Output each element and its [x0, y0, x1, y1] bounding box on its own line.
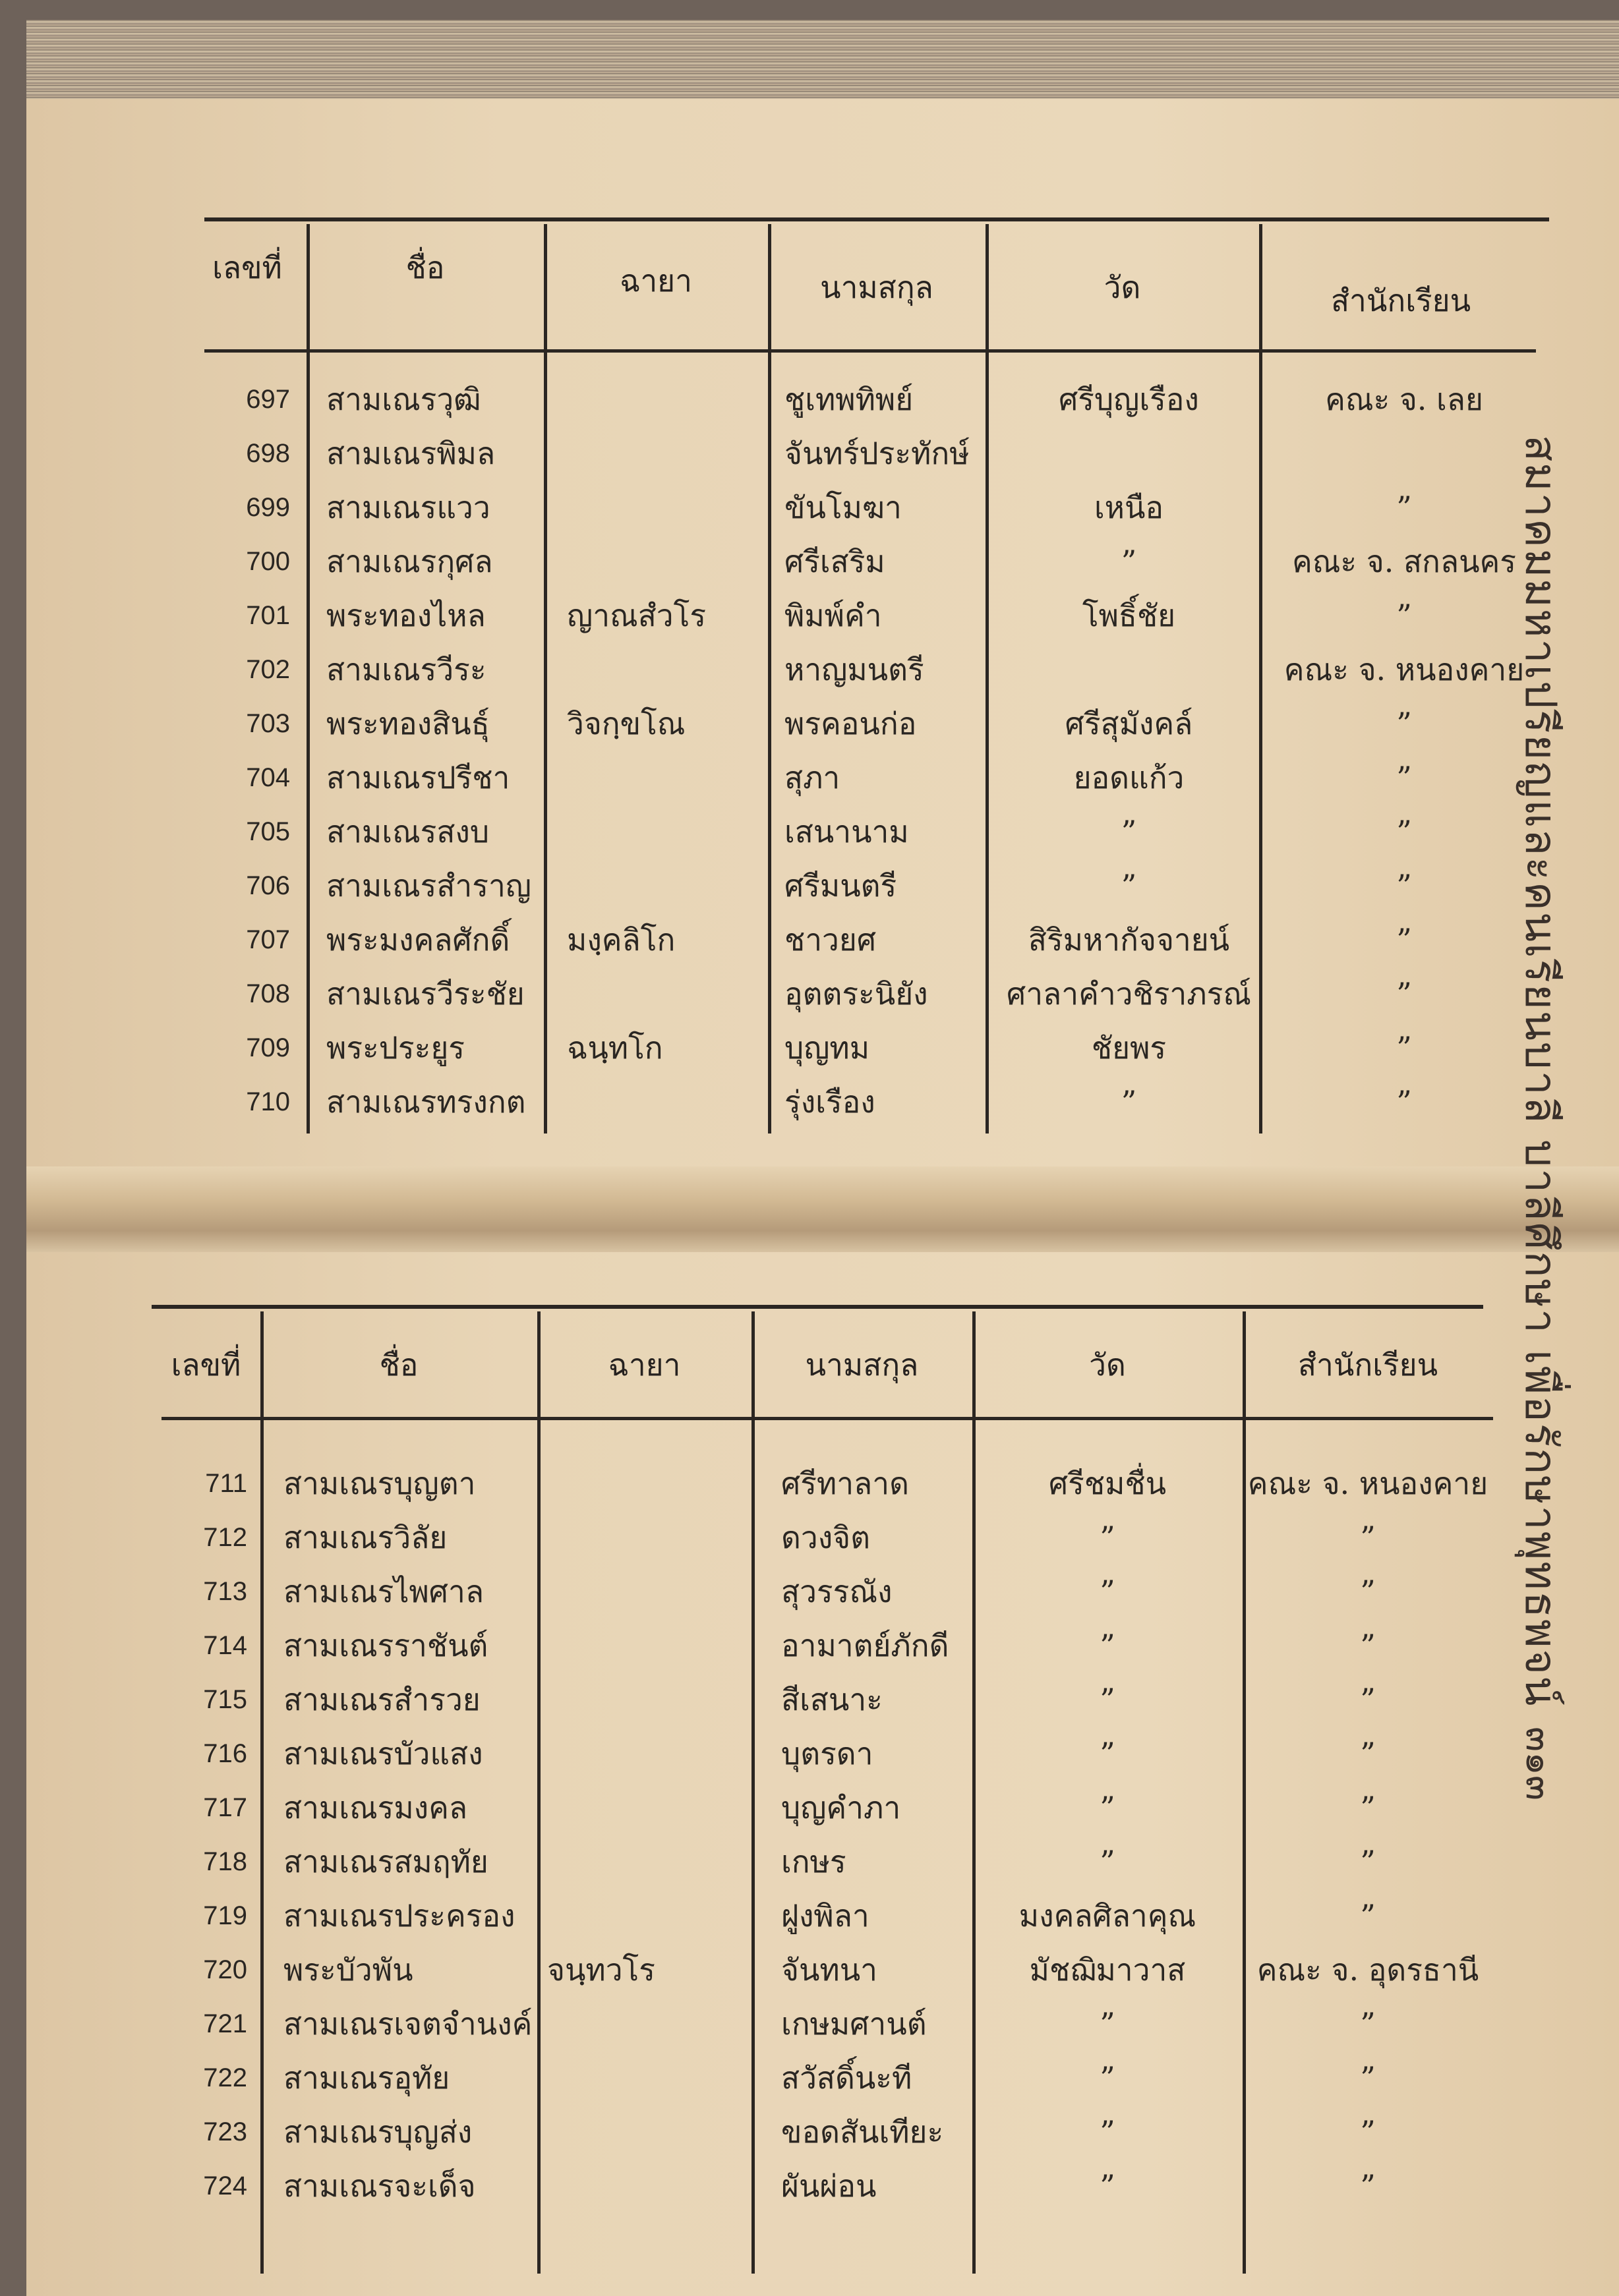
bottom-page [26, 1252, 1619, 2296]
cell-name: สามเณรสำรวย [283, 1682, 481, 1717]
table-row [152, 1835, 1523, 1889]
cell-surname: สีเสนาะ [781, 1682, 883, 1717]
cell-school: ” [1396, 1084, 1412, 1120]
cell-wat: ศาลาคำวชิราภรณ์ [1007, 976, 1251, 1012]
cell-school: ” [1360, 1736, 1376, 1771]
cell-wat: ” [1100, 2114, 1115, 2150]
cell-name: สามเณรวีระชัย [326, 976, 525, 1012]
cell-surname: ศรีมนตรี [784, 868, 897, 904]
cell-no: 701 [246, 601, 290, 630]
cell-school: ” [1360, 1520, 1376, 1555]
cell-chaya: วิจกฺขโณ [567, 706, 686, 741]
cell-no: 704 [246, 763, 290, 792]
cell-name: สามเณรจะเด็จ [283, 2168, 476, 2204]
table-row [152, 1781, 1523, 1835]
cell-school: ” [1396, 814, 1412, 849]
cell-surname: อุตตระนิยัง [784, 976, 928, 1012]
cell-wat: ศรีชมชื่น [1048, 1466, 1167, 1501]
table-top-rule [152, 1305, 1483, 1309]
cell-surname: อามาตย์ภักดี [781, 1628, 949, 1663]
cell-school: คณะ จ. เลย [1325, 382, 1483, 417]
cell-name: สามเณรบุญส่ง [283, 2114, 473, 2150]
table-row [152, 2105, 1523, 2159]
cell-no: 718 [203, 1847, 247, 1876]
header-school: สำนักเรียน [1330, 283, 1471, 318]
cell-no: 697 [246, 385, 290, 414]
table-row [178, 588, 1549, 643]
cell-wat: ” [1100, 1736, 1115, 1771]
cell-wat: ” [1100, 2006, 1115, 2042]
cell-no: 699 [246, 493, 290, 522]
header-chaya: ฉายา [620, 263, 692, 299]
table-row [152, 2159, 1523, 2213]
cell-wat: ” [1100, 1682, 1115, 1717]
cell-wat: ” [1100, 1574, 1115, 1609]
cell-school: คณะ จ. อุดรธานี [1256, 1952, 1479, 1988]
cell-school: ” [1396, 706, 1412, 741]
cell-no: 712 [203, 1523, 247, 1552]
cell-school: ” [1360, 1628, 1376, 1663]
cell-wat: โพธิ์ชัย [1082, 598, 1176, 633]
cell-surname: ดวงจิต [781, 1520, 870, 1555]
table-row [178, 534, 1549, 588]
cell-wat: ” [1100, 2060, 1115, 2096]
header-no: เลขที่ [212, 250, 282, 285]
book-gutter [26, 1166, 1619, 1252]
cell-no: 705 [246, 817, 290, 846]
cell-school: ” [1396, 760, 1412, 795]
cell-chaya: จนฺทวโร [547, 1952, 655, 1988]
table-top-rule [204, 217, 1549, 221]
header-wat: วัด [1104, 270, 1141, 305]
table-row [178, 480, 1549, 534]
side-running-title: สมาคมมหาเปรียญและคนเรียนบาลี บาลีศึกษา เพื่อรักษาพุทธพจน์ [1516, 435, 1566, 1708]
cell-surname: เกษร [781, 1844, 846, 1880]
table-row [152, 1564, 1523, 1619]
cell-school: ” [1396, 490, 1412, 525]
cell-name: สามเณรมงคล [283, 1790, 468, 1825]
header-bottom-rule [204, 349, 1536, 353]
header-wat: วัด [1089, 1347, 1126, 1383]
cell-no: 709 [246, 1033, 290, 1062]
cell-name: สามเณรประครอง [283, 1898, 515, 1934]
cell-school: ” [1396, 598, 1412, 633]
cell-surname: ขันโมฆา [784, 490, 902, 525]
cell-no: 721 [203, 2009, 247, 2038]
cell-surname: หาญมนตรี [784, 652, 924, 687]
cell-wat: มงคลศิลาคุณ [1018, 1898, 1196, 1934]
cell-no: 716 [203, 1739, 247, 1768]
table-row [152, 1456, 1523, 1510]
cell-surname: เสนานาม [784, 814, 909, 849]
cell-school: ” [1360, 2168, 1376, 2204]
cell-school: ” [1360, 1898, 1376, 1934]
cell-no: 698 [246, 439, 290, 468]
cell-chaya: ญาณสํวโร [567, 598, 707, 633]
cell-no: 714 [203, 1631, 247, 1660]
cell-no: 703 [246, 709, 290, 738]
top-page [26, 99, 1619, 1166]
cell-school: คณะ จ. สกลนคร [1291, 544, 1516, 579]
cell-name: สามเณรไพศาล [283, 1574, 485, 1609]
table-row [152, 1727, 1523, 1781]
cell-school: ” [1360, 1844, 1376, 1880]
cell-school: ” [1396, 976, 1412, 1012]
cell-surname: ผันผ่อน [781, 2168, 877, 2204]
cell-surname: พิมพ์คำ [784, 598, 882, 633]
cell-name: สามเณรสำราญ [326, 868, 531, 904]
cell-school: ” [1360, 1574, 1376, 1609]
page-number: ๓๑๓ [1517, 1727, 1560, 1801]
header-school: สำนักเรียน [1297, 1347, 1438, 1383]
cell-wat: ” [1100, 1790, 1115, 1825]
table-row [178, 859, 1549, 913]
table-row [178, 643, 1549, 697]
cell-name: พระทองไหล [326, 598, 486, 633]
cell-no: 719 [203, 1901, 247, 1930]
roster-table-top [178, 217, 1549, 1160]
cell-surname: สุภา [784, 760, 840, 795]
cell-wat: ” [1100, 1520, 1115, 1555]
header-name: ชื่อ [379, 1347, 419, 1383]
table-row [152, 1889, 1523, 1943]
cell-chaya: มงฺคลิโก [567, 922, 676, 958]
header-name: ชื่อ [405, 250, 445, 285]
table-row [152, 1673, 1523, 1727]
cell-wat: เหนือ [1094, 490, 1164, 525]
header-chaya: ฉายา [608, 1347, 681, 1383]
cell-name: สามเณรเจตจำนงค์ [283, 2006, 533, 2042]
cell-wat: ” [1100, 1628, 1115, 1663]
cell-surname: บุตรดา [781, 1736, 873, 1771]
table-row [178, 805, 1549, 859]
cell-no: 707 [246, 925, 290, 954]
cell-wat: สิริมหากัจจายน์ [1028, 922, 1230, 958]
cell-no: 722 [203, 2063, 247, 2092]
cell-name: พระทองสินธุ์ [326, 706, 490, 741]
cell-surname: จันทร์ประทักษ์ [784, 436, 970, 471]
cell-no: 717 [203, 1793, 247, 1822]
table-row [178, 1075, 1549, 1129]
cell-name: สามเณรราชันต์ [283, 1628, 488, 1663]
cell-school: ” [1396, 922, 1412, 958]
cell-no: 715 [203, 1685, 247, 1714]
cell-surname: เกษมศานต์ [781, 2006, 927, 2042]
header-surname: นามสกุล [820, 270, 933, 305]
cell-school: ” [1360, 1790, 1376, 1825]
cell-surname: ชูเทพทิพย์ [784, 382, 914, 417]
cell-school: ” [1360, 2114, 1376, 2150]
cell-name: สามเณรพิมล [326, 436, 496, 471]
table-row [178, 751, 1549, 805]
cell-wat: ” [1100, 1844, 1115, 1880]
cell-name: พระประยูร [326, 1030, 465, 1066]
cell-no: 711 [205, 1469, 247, 1498]
table-row [178, 913, 1549, 967]
cell-no: 708 [246, 979, 290, 1008]
cell-name: สามเณรวีระ [326, 652, 486, 687]
cell-school: คณะ จ. หนองคาย [1283, 652, 1525, 687]
table-row [152, 1619, 1523, 1673]
cell-school: คณะ จ. หนองคาย [1247, 1466, 1488, 1501]
cell-surname: บุญคำภา [781, 1790, 901, 1825]
table-row [178, 697, 1549, 751]
table-row [152, 1943, 1523, 1997]
table-row [178, 426, 1549, 480]
cell-name: สามเณรวุฒิ [326, 382, 481, 417]
cell-wat: ศรีบุญเรือง [1059, 382, 1199, 417]
cell-name: สามเณรบัวแสง [283, 1736, 483, 1771]
header-surname: นามสกุล [805, 1347, 919, 1383]
cell-chaya: ฉนฺทโก [567, 1030, 663, 1066]
cell-wat: ” [1121, 1084, 1137, 1120]
cell-wat: ” [1121, 814, 1137, 849]
cell-wat: ศรีสุมังคล์ [1065, 706, 1193, 741]
table-row [178, 372, 1549, 426]
cell-wat: ” [1100, 2168, 1115, 2204]
header-bottom-rule [162, 1417, 1493, 1420]
cell-no: 700 [246, 547, 290, 576]
cell-school: ” [1360, 1682, 1376, 1717]
cell-name: สามเณรสงบ [326, 814, 490, 849]
cell-no: 723 [203, 2117, 247, 2146]
cell-name: สามเณรกุศล [326, 544, 493, 579]
cell-name: สามเณรทรงกต [326, 1084, 526, 1120]
cell-no: 724 [203, 2171, 247, 2200]
cell-name: พระมงคลศักดิ์ [326, 922, 510, 958]
cell-school: ” [1360, 2006, 1376, 2042]
table-row [152, 1510, 1523, 1564]
header-no: เลขที่ [171, 1347, 241, 1383]
cell-no: 713 [203, 1577, 247, 1606]
table-row [152, 2051, 1523, 2105]
cell-surname: จันทนา [781, 1952, 877, 1988]
table-row [178, 1021, 1549, 1075]
cell-surname: ฝูงพิลา [781, 1898, 869, 1934]
cell-surname: ชาวยศ [784, 922, 877, 958]
cell-wat: ยอดแก้ว [1073, 760, 1185, 795]
cell-name: สามเณรบุญตา [283, 1466, 476, 1501]
cell-wat: มัชฌิมาวาส [1029, 1952, 1186, 1988]
table-row [152, 1997, 1523, 2051]
cell-no: 702 [246, 655, 290, 684]
cell-no: 710 [246, 1087, 290, 1116]
cell-name: สามเณรวิลัย [283, 1520, 448, 1555]
cell-surname: ศรีทาลาด [781, 1466, 909, 1501]
cell-wat: ” [1121, 868, 1137, 904]
cell-name: พระบัวพัน [283, 1952, 413, 1988]
cell-surname: สุวรรณัง [781, 1574, 893, 1609]
cell-wat: ชัยพร [1091, 1030, 1167, 1066]
cell-surname: รุ่งเรือง [784, 1084, 875, 1120]
cell-surname: พรคอนก่อ [784, 706, 917, 741]
roster-table-bottom [152, 1305, 1523, 2274]
cell-name: สามเณรแวว [326, 490, 490, 525]
cell-name: สามเณรสมฤทัย [283, 1844, 488, 1880]
cell-school: ” [1396, 1030, 1412, 1066]
cell-surname: สวัสดิ์นะที [781, 2060, 912, 2096]
cell-no: 706 [246, 871, 290, 900]
cell-surname: ขอดสันเทียะ [781, 2114, 944, 2150]
cell-no: 720 [203, 1955, 247, 1984]
cell-surname: ศรีเสริม [784, 544, 885, 579]
cell-surname: บุญทม [784, 1030, 870, 1066]
cell-name: สามเณรอุทัย [283, 2060, 450, 2096]
table-row [178, 967, 1549, 1021]
cell-wat: ” [1121, 544, 1137, 579]
cell-name: สามเณรปรีชา [326, 760, 510, 795]
cell-school: ” [1360, 2060, 1376, 2096]
cell-school: ” [1396, 868, 1412, 904]
